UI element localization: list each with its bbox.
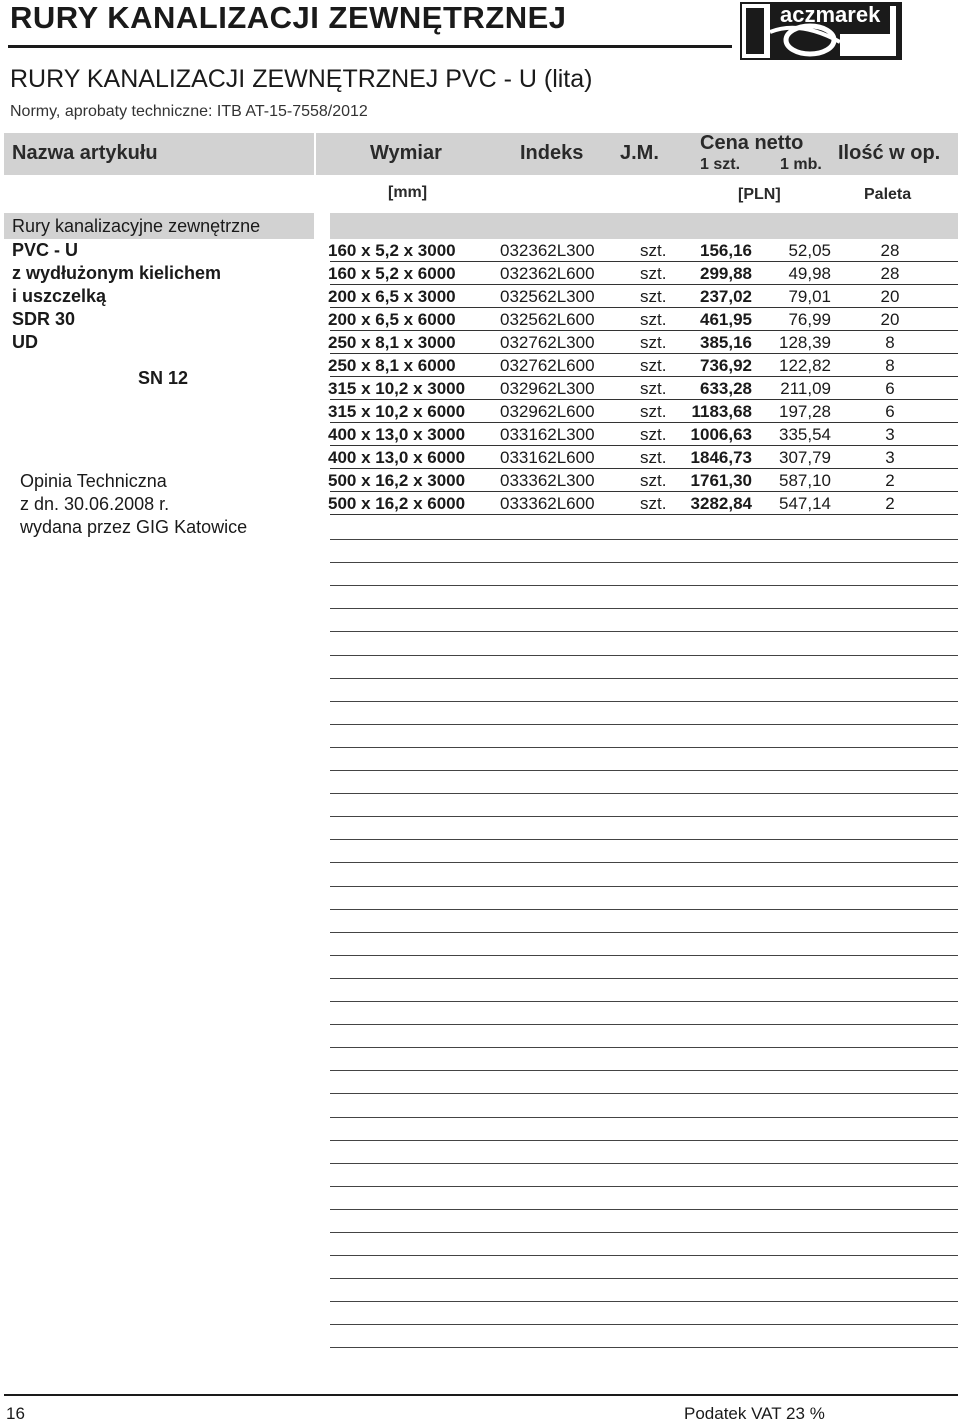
opinion-line-2: z dn. 30.06.2008 r. <box>20 494 170 514</box>
cell-price-mb: 76,99 <box>788 310 831 329</box>
cell-price-mb: 122,82 <box>779 356 831 375</box>
ruled-line <box>330 793 958 794</box>
cell-qty: 28 <box>880 264 900 283</box>
cell-price-mb: 587,10 <box>779 471 831 490</box>
ruled-line <box>330 909 958 910</box>
cell-price-szt: 3282,84 <box>690 494 752 513</box>
product-line-3: i uszczelką <box>12 286 107 306</box>
ruled-line <box>330 585 958 586</box>
product-line-2: z wydłużonym kielichem <box>12 263 222 283</box>
cell-qty: 3 <box>885 425 895 444</box>
table-row <box>0 285 960 308</box>
col-header-price-mb: 1 mb. <box>780 156 822 173</box>
cell-price-szt: 461,95 <box>700 310 752 329</box>
ruled-line <box>330 701 958 702</box>
ruled-line <box>330 886 958 887</box>
cell-index: 033162L600 <box>500 448 595 467</box>
ruled-line <box>330 770 958 771</box>
ruled-line <box>330 1301 958 1302</box>
subtitle: RURY KANALIZACJI ZEWNĘTRZNEJ PVC - U (lita) <box>10 65 593 93</box>
table-row <box>0 308 960 331</box>
cell-unit: szt. <box>640 494 667 513</box>
qty-unit-label: Paleta <box>864 186 912 203</box>
table-row <box>0 446 960 469</box>
ruled-line <box>330 1024 958 1025</box>
ruled-line <box>330 839 958 840</box>
table-row <box>0 469 960 492</box>
cell-qty: 8 <box>885 333 895 352</box>
cell-price-mb: 52,05 <box>788 241 831 260</box>
ruled-line <box>330 608 958 609</box>
ruled-line <box>330 816 958 817</box>
product-heading: Rury kanalizacyjne zewnętrzne <box>12 216 261 236</box>
cell-qty: 6 <box>885 402 895 421</box>
cell-unit: szt. <box>640 287 667 306</box>
cell-price-szt: 1183,68 <box>691 402 752 421</box>
col-header-price: Cena netto <box>700 132 804 154</box>
cell-unit: szt. <box>640 471 667 490</box>
product-class: SN 12 <box>138 368 189 388</box>
ruled-line <box>330 655 958 656</box>
cell-qty: 28 <box>880 241 900 260</box>
cell-price-mb: 49,98 <box>788 264 831 283</box>
cell-price-szt: 1761,30 <box>690 471 752 490</box>
page-number: 16 <box>6 1404 25 1423</box>
cell-unit: szt. <box>640 264 667 283</box>
ruled-line <box>330 1070 958 1071</box>
company-logo-graphic <box>740 2 902 60</box>
ruled-line <box>330 1117 958 1118</box>
cell-qty: 2 <box>885 494 895 513</box>
ruled-line <box>330 724 958 725</box>
cell-dimension: 250 x 8,1 x 3000 <box>328 333 456 352</box>
cell-unit: szt. <box>640 448 667 467</box>
cell-unit: szt. <box>640 310 667 329</box>
cell-unit: szt. <box>640 241 667 260</box>
cell-index: 033362L300 <box>500 471 595 490</box>
cell-price-mb: 211,09 <box>780 379 831 398</box>
ruled-line <box>330 862 958 863</box>
norms-line: Normy, aprobaty techniczne: ITB AT-15-7558/2012 <box>10 103 368 120</box>
cell-dimension: 400 x 13,0 x 3000 <box>328 425 466 444</box>
cell-qty: 20 <box>880 310 900 329</box>
table-row <box>0 492 960 515</box>
col-header-index: Indeks <box>520 142 584 164</box>
cell-price-szt: 299,88 <box>700 264 752 283</box>
product-line-4: SDR 30 <box>12 309 76 329</box>
cell-index: 032362L600 <box>500 264 595 283</box>
ruled-line <box>330 1163 958 1164</box>
ruled-line <box>330 678 958 679</box>
cell-price-mb: 128,39 <box>779 333 831 352</box>
cell-price-szt: 1846,73 <box>690 448 752 467</box>
footer-divider <box>4 1394 958 1396</box>
title-divider <box>8 45 732 48</box>
cell-price-szt: 237,02 <box>700 287 752 306</box>
cell-index: 032762L300 <box>500 333 595 352</box>
cell-price-mb: 307,79 <box>779 448 831 467</box>
cell-price-szt: 156,16 <box>700 241 752 260</box>
ruled-line <box>330 1232 958 1233</box>
cell-index: 032562L300 <box>500 287 595 306</box>
table-row <box>0 423 960 446</box>
cell-qty: 3 <box>885 448 895 467</box>
ruled-line <box>330 932 958 933</box>
cell-price-szt: 385,16 <box>700 333 752 352</box>
cell-index: 033362L600 <box>500 494 595 513</box>
cell-price-szt: 1006,63 <box>690 425 752 444</box>
ruled-line <box>330 955 958 956</box>
price-unit-label: [PLN] <box>738 186 781 203</box>
table-row <box>0 331 960 354</box>
col-header-dim: Wymiar <box>370 142 442 164</box>
cell-qty: 6 <box>885 379 895 398</box>
ruled-line <box>330 1278 958 1279</box>
cell-price-mb: 547,14 <box>779 494 831 513</box>
cell-unit: szt. <box>640 425 667 444</box>
cell-index: 032362L300 <box>500 241 595 260</box>
cell-price-szt: 736,92 <box>700 356 752 375</box>
cell-dimension: 315 x 10,2 x 3000 <box>328 379 466 398</box>
table-row <box>0 239 960 262</box>
page-title: RURY KANALIZACJI ZEWNĘTRZNEJ <box>10 0 567 35</box>
ruled-line <box>330 631 958 632</box>
cell-unit: szt. <box>640 333 667 352</box>
opinion-line-3: wydana przez GIG Katowice <box>20 517 248 537</box>
ruled-line <box>330 539 958 540</box>
ruled-line <box>330 1186 958 1187</box>
cell-index: 032962L300 <box>500 379 595 398</box>
vat-note: Podatek VAT 23 % <box>684 1404 825 1423</box>
cell-price-szt: 633,28 <box>700 379 752 398</box>
product-line-5: UD <box>12 332 38 352</box>
cell-price-mb: 79,01 <box>788 287 831 306</box>
cell-dimension: 250 x 8,1 x 6000 <box>328 356 456 375</box>
col-header-name: Nazwa artykułu <box>12 142 158 164</box>
cell-qty: 8 <box>885 356 895 375</box>
ruled-line <box>330 978 958 979</box>
dim-unit-label: [mm] <box>388 184 428 201</box>
cell-index: 032762L600 <box>500 356 595 375</box>
cell-dimension: 200 x 6,5 x 6000 <box>328 310 456 329</box>
cell-price-mb: 335,54 <box>779 425 831 444</box>
ruled-line <box>330 1093 958 1094</box>
cell-unit: szt. <box>640 402 667 421</box>
table-row <box>0 262 960 285</box>
col-header-unit: J.M. <box>620 142 659 164</box>
row-divider <box>330 514 958 515</box>
cell-dimension: 400 x 13,0 x 6000 <box>328 448 466 467</box>
ruled-line <box>330 1001 958 1002</box>
cell-dimension: 160 x 5,2 x 6000 <box>328 264 456 283</box>
ruled-line <box>330 1324 958 1325</box>
cell-dimension: 200 x 6,5 x 3000 <box>328 287 456 306</box>
opinion-line-1: Opinia Techniczna <box>20 471 167 491</box>
cell-qty: 2 <box>885 471 895 490</box>
company-logo <box>740 2 902 60</box>
cell-dimension: 500 x 16,2 x 6000 <box>328 494 466 513</box>
ruled-line <box>330 1347 958 1348</box>
svg-text:aczmarek: aczmarek <box>780 2 881 27</box>
col-header-price-szt: 1 szt. <box>700 156 741 173</box>
table-row <box>0 377 960 400</box>
cell-qty: 20 <box>880 287 900 306</box>
table-row <box>0 354 960 377</box>
ruled-line <box>330 1209 958 1210</box>
cell-index: 032962L600 <box>500 402 595 421</box>
ruled-line <box>330 1140 958 1141</box>
cell-dimension: 160 x 5,2 x 3000 <box>328 241 456 260</box>
cell-dimension: 500 x 16,2 x 3000 <box>328 471 466 490</box>
product-line-1: PVC - U <box>12 240 79 260</box>
cell-unit: szt. <box>640 356 667 375</box>
table-row <box>0 400 960 423</box>
ruled-line <box>330 1255 958 1256</box>
product-band-right <box>330 213 958 239</box>
col-header-qty: Ilość w op. <box>838 142 941 164</box>
cell-dimension: 315 x 10,2 x 6000 <box>328 402 466 421</box>
cell-price-mb: 197,28 <box>779 402 831 421</box>
cell-index: 032562L600 <box>500 310 595 329</box>
ruled-line <box>330 1047 958 1048</box>
ruled-line <box>330 747 958 748</box>
cell-index: 033162L300 <box>500 425 595 444</box>
cell-unit: szt. <box>640 379 667 398</box>
ruled-line <box>330 562 958 563</box>
